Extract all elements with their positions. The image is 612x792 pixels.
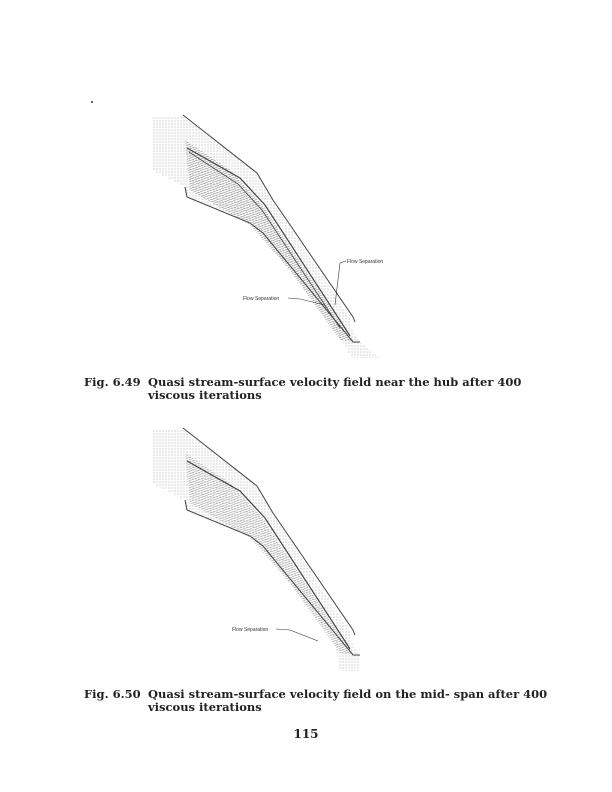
velocity-field-plot-hub [152,115,383,358]
velocity-field-plot-midspan [152,428,360,671]
figure-number: Fig. 6.49 [84,375,141,389]
annotation-label: Flow Separation [347,259,384,265]
figure-number: Fig. 6.50 [84,687,141,701]
caption-text: Quasi stream-surface velocity field near the hub after 400 viscous iterations [148,375,522,402]
annotation-label: Flow Separation [232,627,269,633]
caption-text: Quasi stream-surface velocity field on the mid- span after 400 viscous iterations [148,687,548,714]
page-number: 115 [293,727,319,741]
annotation-label: Flow Separation [243,296,280,302]
